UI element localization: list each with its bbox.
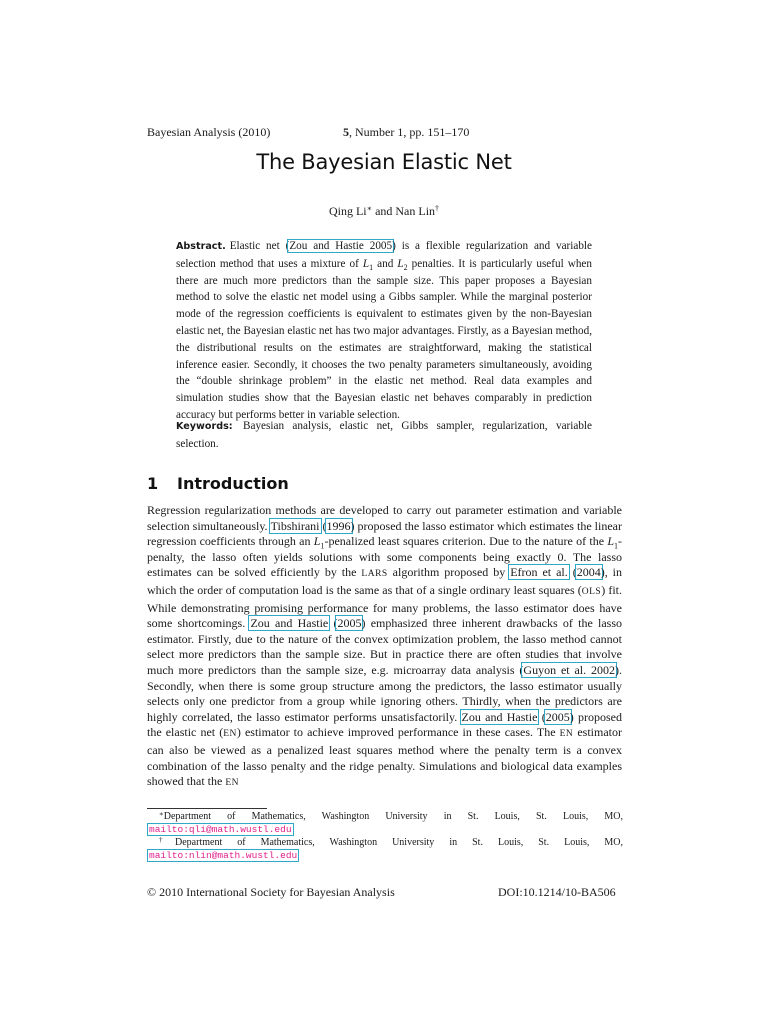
section-number: 1: [147, 474, 159, 493]
acronym: EN: [559, 729, 574, 740]
keywords-label: Keywords:: [176, 421, 233, 432]
author-2-mark: †: [435, 204, 440, 213]
body-text: -penalty, the lasso often yields solutions with some components being exactly 0. The lasso estimates can be solved efficiently by the: [147, 534, 622, 580]
citation-link[interactable]: Zou and Hastie 2005: [289, 240, 393, 252]
math-symbol: L: [397, 257, 404, 270]
keywords-text: Bayesian analysis, elastic net, Gibbs sampler, regularization, variable selection.: [176, 420, 593, 450]
copyright-notice: © 2010 International Society for Bayesian Analysis: [147, 885, 395, 899]
math-subscript: 1: [614, 541, 618, 551]
journal-name: Bayesian Analysis (2010): [147, 125, 271, 139]
math-symbol: L: [313, 534, 321, 549]
citation-link[interactable]: Tibshirani: [270, 518, 320, 533]
body-text: Regression regularization methods are developed to carry out parameter estimation and variable selection simultaneously.: [147, 503, 622, 533]
citation-link[interactable]: 2005: [337, 616, 362, 631]
volume-number: 5: [343, 125, 349, 139]
body-text: ) fit. While demonstrating promising performance for many problems, the lasso estimator does have some shortcomings.: [147, 582, 622, 631]
body-text: ) emphasized three inherent drawbacks of the lasso estimator. Firstly, due to the nature of the convex optimization problem, the lasso method cannot select more predictors than the sample size. But in practice there are often studies that involve much more predictors than the sample size, e.g. microarray data analysis (: [147, 616, 623, 677]
body-text: (: [567, 565, 577, 580]
body-text: ), in which the order of computation load is the same as that of a single ordinary least squares (: [147, 565, 622, 597]
math-subscript: 1: [320, 541, 325, 551]
math-subscript: 1: [369, 263, 374, 273]
email-link[interactable]: mailto:nlin@math.wustl.edu: [149, 850, 298, 861]
body-text: (: [537, 709, 546, 724]
acronym: EN: [223, 729, 237, 740]
abstract: [176, 238, 592, 424]
footnote-rule: [147, 808, 267, 809]
footnote-text: Department of Mathematics, Washington University in St. Louis, St. Louis, MO,: [175, 837, 624, 848]
intro-paragraph: [147, 503, 622, 792]
math-symbol: L: [607, 534, 614, 549]
body-text: ) estimator to achieve improved performance in these cases. The: [236, 725, 560, 740]
body-text: ). Secondly, when there is some group structure among the predictors, the lasso estimator usually selects only one predictor from a group while ignoring others. Thirdly, when the predictors are highly correlated, the lasso estimator performs unsatisfactorily.: [147, 662, 622, 724]
math-symbol: L: [362, 257, 370, 270]
body-text: -penalized least squares criterion. Due to the nature of the: [324, 534, 608, 549]
footnotes: [147, 810, 623, 862]
footnote-mark: †: [159, 836, 176, 844]
author-1: Qing Li: [328, 204, 367, 218]
citation-link[interactable]: 2004: [576, 565, 601, 580]
issue-pages: , Number 1, pp. 151–170: [349, 125, 470, 139]
citation-link[interactable]: Efron et al.: [510, 565, 568, 580]
abstract-text: ) is a flexible regularization and variable selection method that uses a mixture of: [176, 240, 593, 270]
body-text: (: [319, 518, 327, 533]
acronym: LARS: [361, 569, 388, 580]
paper-title: The Bayesian Elastic Net: [256, 150, 512, 174]
body-text: (: [328, 616, 338, 631]
acronym: EN: [225, 778, 239, 789]
author-line: [0, 204, 768, 218]
abstract-label: Abstract.: [176, 241, 226, 252]
footnote-mark: ∗: [159, 810, 164, 818]
citation-link[interactable]: 1996: [326, 518, 351, 533]
body-text: estimator can also be viewed as a penalized least squares method where the penalty term is a convex combination of the lasso penalty and the ridge penalty. Simulations and biological data examples showed that the: [147, 725, 623, 789]
doi-label: DOI:10.1214/10-BA506: [498, 885, 616, 899]
citation-link[interactable]: Zou and Hastie: [461, 709, 538, 724]
email-link[interactable]: mailto:qli@math.wustl.edu: [149, 824, 292, 835]
footnote-1: [147, 810, 623, 836]
body-text: ) proposed the lasso estimator which estimates the linear regression coefficients through an: [147, 518, 622, 549]
author-1-mark: ∗: [366, 204, 373, 213]
footnote-2: [147, 836, 623, 862]
keywords: [176, 418, 592, 453]
abstract-text: and: [373, 257, 398, 270]
author-2: Nan Lin: [395, 204, 436, 218]
volume-info: [343, 125, 469, 139]
abstract-text: Elastic net (: [229, 240, 290, 252]
citation-link[interactable]: Guyon et al. 2002: [523, 662, 615, 677]
body-text: ) proposed the elastic net (: [147, 709, 622, 740]
citation-link[interactable]: Zou and Hastie: [250, 616, 329, 631]
abstract-text: penalties. It is particularly useful when there are much more predictors than the sample size. This paper proposes a Bayesian method to solve the elastic net model using a Gibbs sampler. While the marginal posterior mode of the regression coefficients is equivalent to estimates given by the non-Bayesian elastic net, the Bayesian elastic net has two major advantages. Firstly, as a Bayesian method, the distributional results on the estimates are straightforward, making the statistical inference easier. Secondly, it chooses the two penalty parameters simultaneously, avoiding the “double shrinkage problem” in the elastic net method. Real data examples and simulation studies show that the Bayesian elastic net behaves comparably in prediction accuracy but performs better in variable selection.: [176, 257, 592, 421]
body-text: algorithm proposed by: [387, 565, 511, 580]
acronym: OLS: [581, 586, 602, 597]
footnote-text: Department of Mathematics, Washington University in St. Louis, St. Louis, MO,: [163, 811, 623, 822]
section-heading: [147, 474, 289, 494]
math-subscript: 2: [403, 263, 408, 273]
section-title: Introduction: [177, 474, 289, 493]
citation-link[interactable]: 2005: [545, 709, 570, 724]
author-connector: and: [372, 204, 396, 218]
